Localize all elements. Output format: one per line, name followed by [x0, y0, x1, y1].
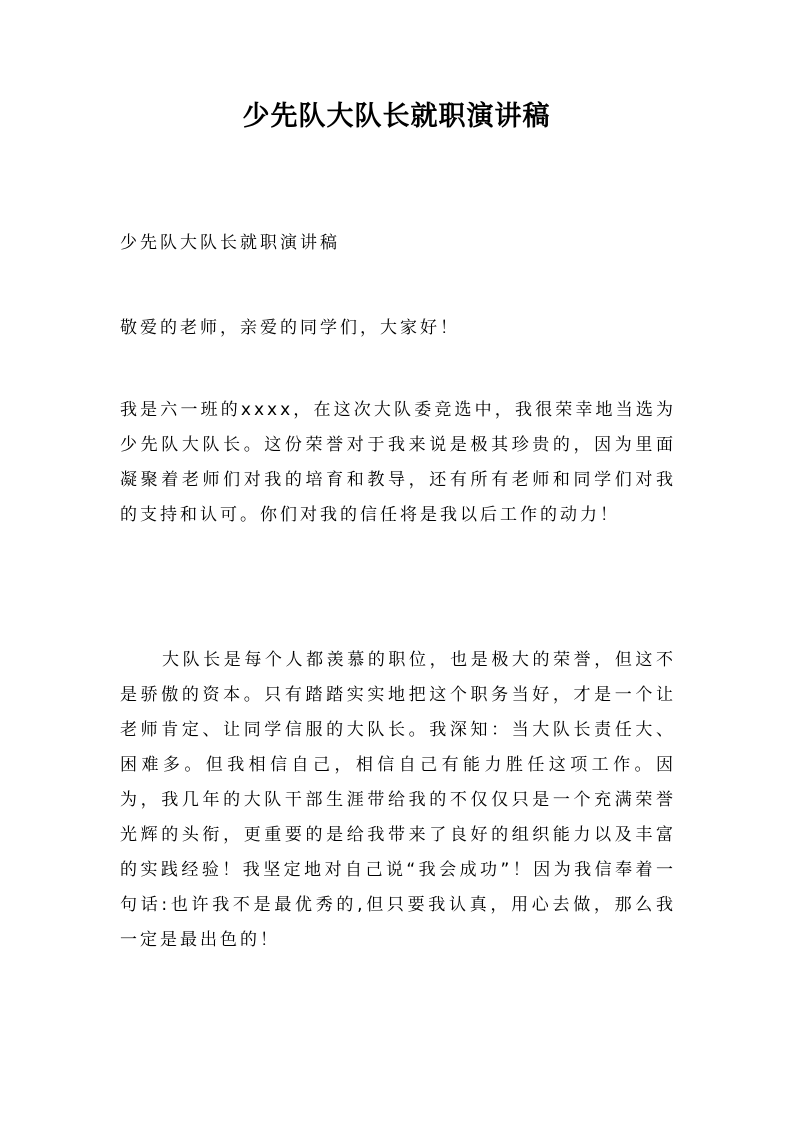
body-paragraph-1: 我是六一班的xxxx，在这次大队委竞选中，我很荣幸地当选为少先队大队长。这份荣誉对于我来说是极其珍贵的，因为里面凝聚着老师们对我的培育和教导，还有所有老师和同学们对我的支持和认可。你们对我的信任将是我以后工作的动力！ — [120, 400, 676, 525]
greeting-paragraph: 敬爱的老师，亲爱的同学们，大家好！ — [120, 318, 460, 338]
body-paragraph-2: 大队长是每个人都羡慕的职位，也是极大的荣誉，但这不是骄傲的资本。只有踏踏实实地把这个职务当好，才是一个让老师肯定、让同学信服的大队长。我深知：当大队长责任大、困难多。但我相信自己，相信自己有能力胜任这项工作。因为，我几年的大队干部生涯带给我的不仅仅只是一个充满荣誉光辉的头衔，更重要的是给我带来了良好的组织能力以及丰富的实践经验！我坚定地对自己说“我会成功”！因为我信奉着一句话:也许我不是最优秀的,但只要我认真，用心去做，那么我一定是最出色的！ — [120, 650, 676, 950]
document-title: 少先队大队长就职演讲稿 — [242, 101, 551, 132]
subtitle-paragraph: 少先队大队长就职演讲稿 — [120, 233, 340, 253]
